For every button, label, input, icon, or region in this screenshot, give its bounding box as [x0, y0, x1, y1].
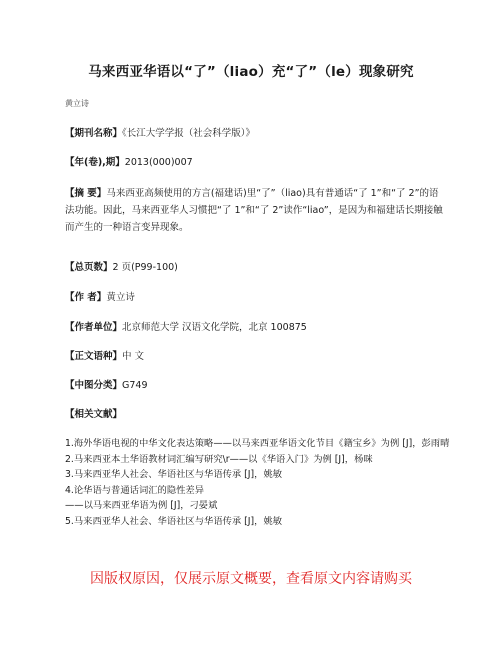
language-value: 中 文	[122, 351, 145, 362]
reference-item[interactable]: 1.海外华语电视的中华文化表达策略——以马来西亚华语文化节目《籍宝乡》为例 [J]，彭雨晴	[65, 438, 450, 449]
pages-row	[65, 260, 445, 276]
journal-value: 《长江大学学报（社会科学版）》	[122, 128, 256, 139]
pages-value: 2 页(P99-100)	[112, 262, 178, 273]
affiliation-label: 【作者单位】	[65, 322, 123, 333]
copyright-notice: 因版权原因，仅展示原文概要，查看原文内容请购买	[90, 571, 412, 587]
author-value: 黄立诗	[106, 292, 135, 303]
clc-row	[65, 378, 445, 394]
clc-label: 【中图分类】	[65, 380, 123, 391]
journal-label: 【期刊名称】	[65, 128, 123, 139]
pages-label: 【总页数】	[65, 262, 113, 273]
year-label: 【年(卷),期】	[65, 157, 125, 168]
abstract-label: 【摘 要】	[65, 188, 107, 199]
reference-item[interactable]: 3.马来西亚华人社会、华语社区与华语传承 [J]，姚敏	[65, 469, 283, 480]
author-row	[65, 290, 445, 306]
affiliation-value: 北京师范大学 汉语文化学院，北京 100875	[122, 322, 307, 333]
related-heading-row	[65, 407, 445, 423]
journal-row	[65, 126, 445, 142]
reference-list	[65, 436, 455, 529]
year-row	[65, 155, 445, 171]
abstract-text: 马来西亚高频使用的方言(福建话)里“了”（liao)具有普通话“了 1”和“了 2”的语法功能。因此，马来西亚华人习惯把“了 1”和“了 2”读作“liao”，是因为和福建话长期接触而产生的一种语言变异现象。	[65, 188, 443, 233]
language-label: 【正文语种】	[65, 351, 123, 362]
affiliation-row	[65, 320, 445, 336]
reference-item-continuation[interactable]: ——以马来西亚华语为例 [J]，刁晏斌	[65, 500, 218, 511]
clc-value: G749	[122, 380, 148, 391]
reference-item[interactable]: 4.论华语与普通话词汇的隐性差异	[65, 484, 205, 496]
abstract-row	[65, 185, 445, 236]
document-title: 马来西亚华语以“了”（liao）充“了”（le）现象研究	[88, 64, 414, 80]
related-label: 【相关文献】	[65, 409, 123, 420]
reference-item[interactable]: 2.马来西亚本土华语教材词汇编写研究\r——以《华语入门》为例 [J]，杨咪	[65, 453, 373, 465]
reference-item[interactable]: 5.马来西亚华人社会、华语社区与华语传承 [J]，姚敏	[65, 515, 283, 527]
author-line: 黄立诗	[65, 99, 89, 108]
author-label: 【作 者】	[65, 292, 107, 303]
language-row	[65, 349, 445, 365]
year-value: 2013(000)007	[124, 157, 193, 168]
